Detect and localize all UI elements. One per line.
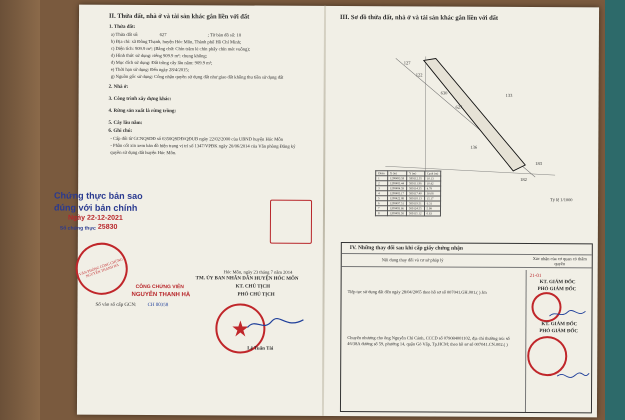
section-3-heading: III. Sơ đồ thửa đất, nhà ở và tài sản khác gắn liền với đất	[339, 14, 499, 22]
district-stamp-square	[270, 200, 312, 244]
column-divider	[525, 270, 526, 412]
right-page	[324, 6, 599, 417]
coordinate-table	[375, 170, 441, 216]
svg-text:183: 183	[535, 161, 543, 167]
table-row: 2 1208483.44 589111.96 10.42	[376, 181, 441, 186]
use-form-line: d) Hình thức sử dụng: riêng 909.9 m²; chung không;	[110, 52, 208, 59]
svg-text:133: 133	[505, 92, 513, 98]
table-row: 5 1208422.88 589118.13 15.17	[376, 196, 441, 201]
perennial-heading: 5. Cây lâu năm:	[108, 120, 143, 126]
forest-heading: 4. Rừng sản xuất là rừng trồng:	[108, 108, 177, 115]
notary-round-stamp: VĂN PHÒNG CÔNG CHỨNG NGUYỄN THANH HÀ	[68, 236, 134, 302]
background-right	[605, 0, 625, 420]
note-line-2: - Phần cốt xin xem bản đồ hiện trạng vị trí số 1347/VPĐK ngày 20/06/2014 của Văn phòng Đăng ký	[110, 142, 296, 149]
changes-header: Nội dung thay đổi và cơ sở pháp lý Xác nhận của cơ quan có thẩm quyền	[342, 254, 592, 268]
map-scale: Tỷ lệ 1/1000	[550, 197, 573, 203]
origin-line: g) Nguồn gốc sử dụng: Công nhận quyền sử dụng đất như giao đất không thu tiền sử dụng đất	[110, 73, 284, 80]
table-row: 3 1208484.59 589114.35 4.79	[376, 186, 441, 191]
construction-heading: 3. Công trình xây dựng khác:	[108, 96, 172, 103]
change-1-date: 21-01	[529, 274, 542, 280]
section-2-heading: II. Thửa đất, nhà ở và tài sản khác gắn liền với đất	[108, 12, 250, 21]
chairman-signature	[245, 316, 305, 334]
svg-text:630: 630	[440, 90, 448, 96]
certificate-sheet	[53, 5, 599, 418]
change-2-signature	[555, 370, 591, 382]
copy-cert-number: 25830	[97, 223, 118, 231]
table-row: 7 1208493.66 589124.55 5.99	[376, 206, 441, 211]
change-1-deputy-director: PHÓ GIÁM ĐỐC	[537, 287, 577, 293]
note-heading: 6. Ghi chú:	[108, 128, 133, 134]
copy-cert-number-label: Số chứng thực	[59, 225, 96, 232]
address-line: b) Địa chỉ: xã Đông Thạnh, huyện Hóc Môn, Thành phố Hồ Chí Minh;	[110, 38, 242, 45]
change-1-signature	[547, 308, 587, 320]
svg-text:127: 127	[403, 60, 411, 66]
left-page	[53, 5, 324, 416]
section-4-heading: IV. Những thay đổi sau khi cấp giấy chứng nhận	[342, 243, 592, 255]
area-line: c) Diện tích: 909.9 m²; (Bằng chữ: Chín trăm lẻ chín phẩy chín mét vuông);	[110, 45, 251, 52]
register-number: Số vào sổ cấp GCN: CH 00358	[95, 302, 169, 309]
notary-name: NGUYỄN THANH HÀ	[131, 291, 191, 299]
signer-name: Lê Tuấn Tài	[247, 346, 274, 352]
plot-heading: 1. Thửa đất:	[108, 24, 136, 30]
change-2-kt-director: KT. GIÁM ĐỐC	[541, 322, 578, 328]
table-row: 8 1208493.58 589115.12 0.63	[375, 211, 440, 216]
copy-cert-date: Ngày 22-12-2021	[67, 214, 123, 222]
vice-chairman: PHÓ CHỦ TỊCH	[237, 292, 275, 298]
changes-box	[340, 242, 593, 413]
note-line-3: quyền sử dụng đất huyện Hóc Môn.	[110, 149, 177, 156]
copy-cert-title-2: đúng với bản chính	[53, 202, 138, 213]
table-row: 4 1208483.17 589117.40 30.08	[376, 191, 441, 196]
issuing-org: TM. ỦY BAN NHÂN DÂN HUYỆN HÓC MÔN	[195, 276, 299, 282]
change-1-kt-director: KT. GIÁM ĐỐC	[539, 280, 576, 286]
parcel-map	[385, 46, 556, 187]
house-heading: 2. Nhà ở:	[108, 84, 129, 90]
table-row: 6 1208497.51 589119.51 6.31	[376, 201, 441, 206]
table-row: Điểm X (m) Y (m) Cạnh (m)	[376, 171, 441, 176]
table-row: 1 1208493.58 589112.35 10.13	[376, 176, 441, 181]
change-entry-2: Chuyển nhượng cho ông Nguyễn Chí Cảnh, CCCD số 079084001102, địa chỉ thường trú: số 46/38A đường số 59, phường 14, quận Gò Vấp, Tp.HCM; theo hồ sơ số 007041.CN.002.( )	[347, 335, 510, 347]
sign-date: Hóc Môn, ngày 23 tháng 7 năm 2014	[223, 269, 293, 275]
svg-text:122: 122	[415, 72, 423, 78]
svg-text:627: 627	[455, 104, 463, 110]
change-2-deputy-director: PHÓ GIÁM ĐỐC	[539, 329, 578, 335]
plot-number-label: a) Thửa đất số: 627 ; Tờ bản đồ số: 10	[110, 31, 242, 38]
change-entry-1: Tiếp tục sử dụng đất đến ngày 28/04/2065 theo hồ sơ số 007041.GH.001.( ) Jm	[347, 289, 487, 295]
svg-text:136: 136	[470, 144, 478, 150]
notary-label: CÔNG CHỨNG VIÊN	[135, 283, 184, 291]
term-line: e) Thời hạn sử dụng: Đến ngày 28/4/2015;	[110, 66, 189, 73]
copy-cert-title-1: Chứng thực bản sao	[54, 190, 143, 201]
background-left	[0, 0, 40, 420]
note-line-1: - Cấp đổi từ GCNQSDĐ số 6350QSDĐ/QĐUB ngày 22/02/2000 của UBND huyện Hóc Môn	[110, 135, 283, 142]
kt-chairman: KT. CHỦ TỊCH	[235, 284, 271, 290]
svg-text:182: 182	[520, 176, 527, 182]
purpose-line: đ) Mục đích sử dụng: Đất trồng cây lâu năm: 909.9 m²;	[110, 59, 213, 66]
